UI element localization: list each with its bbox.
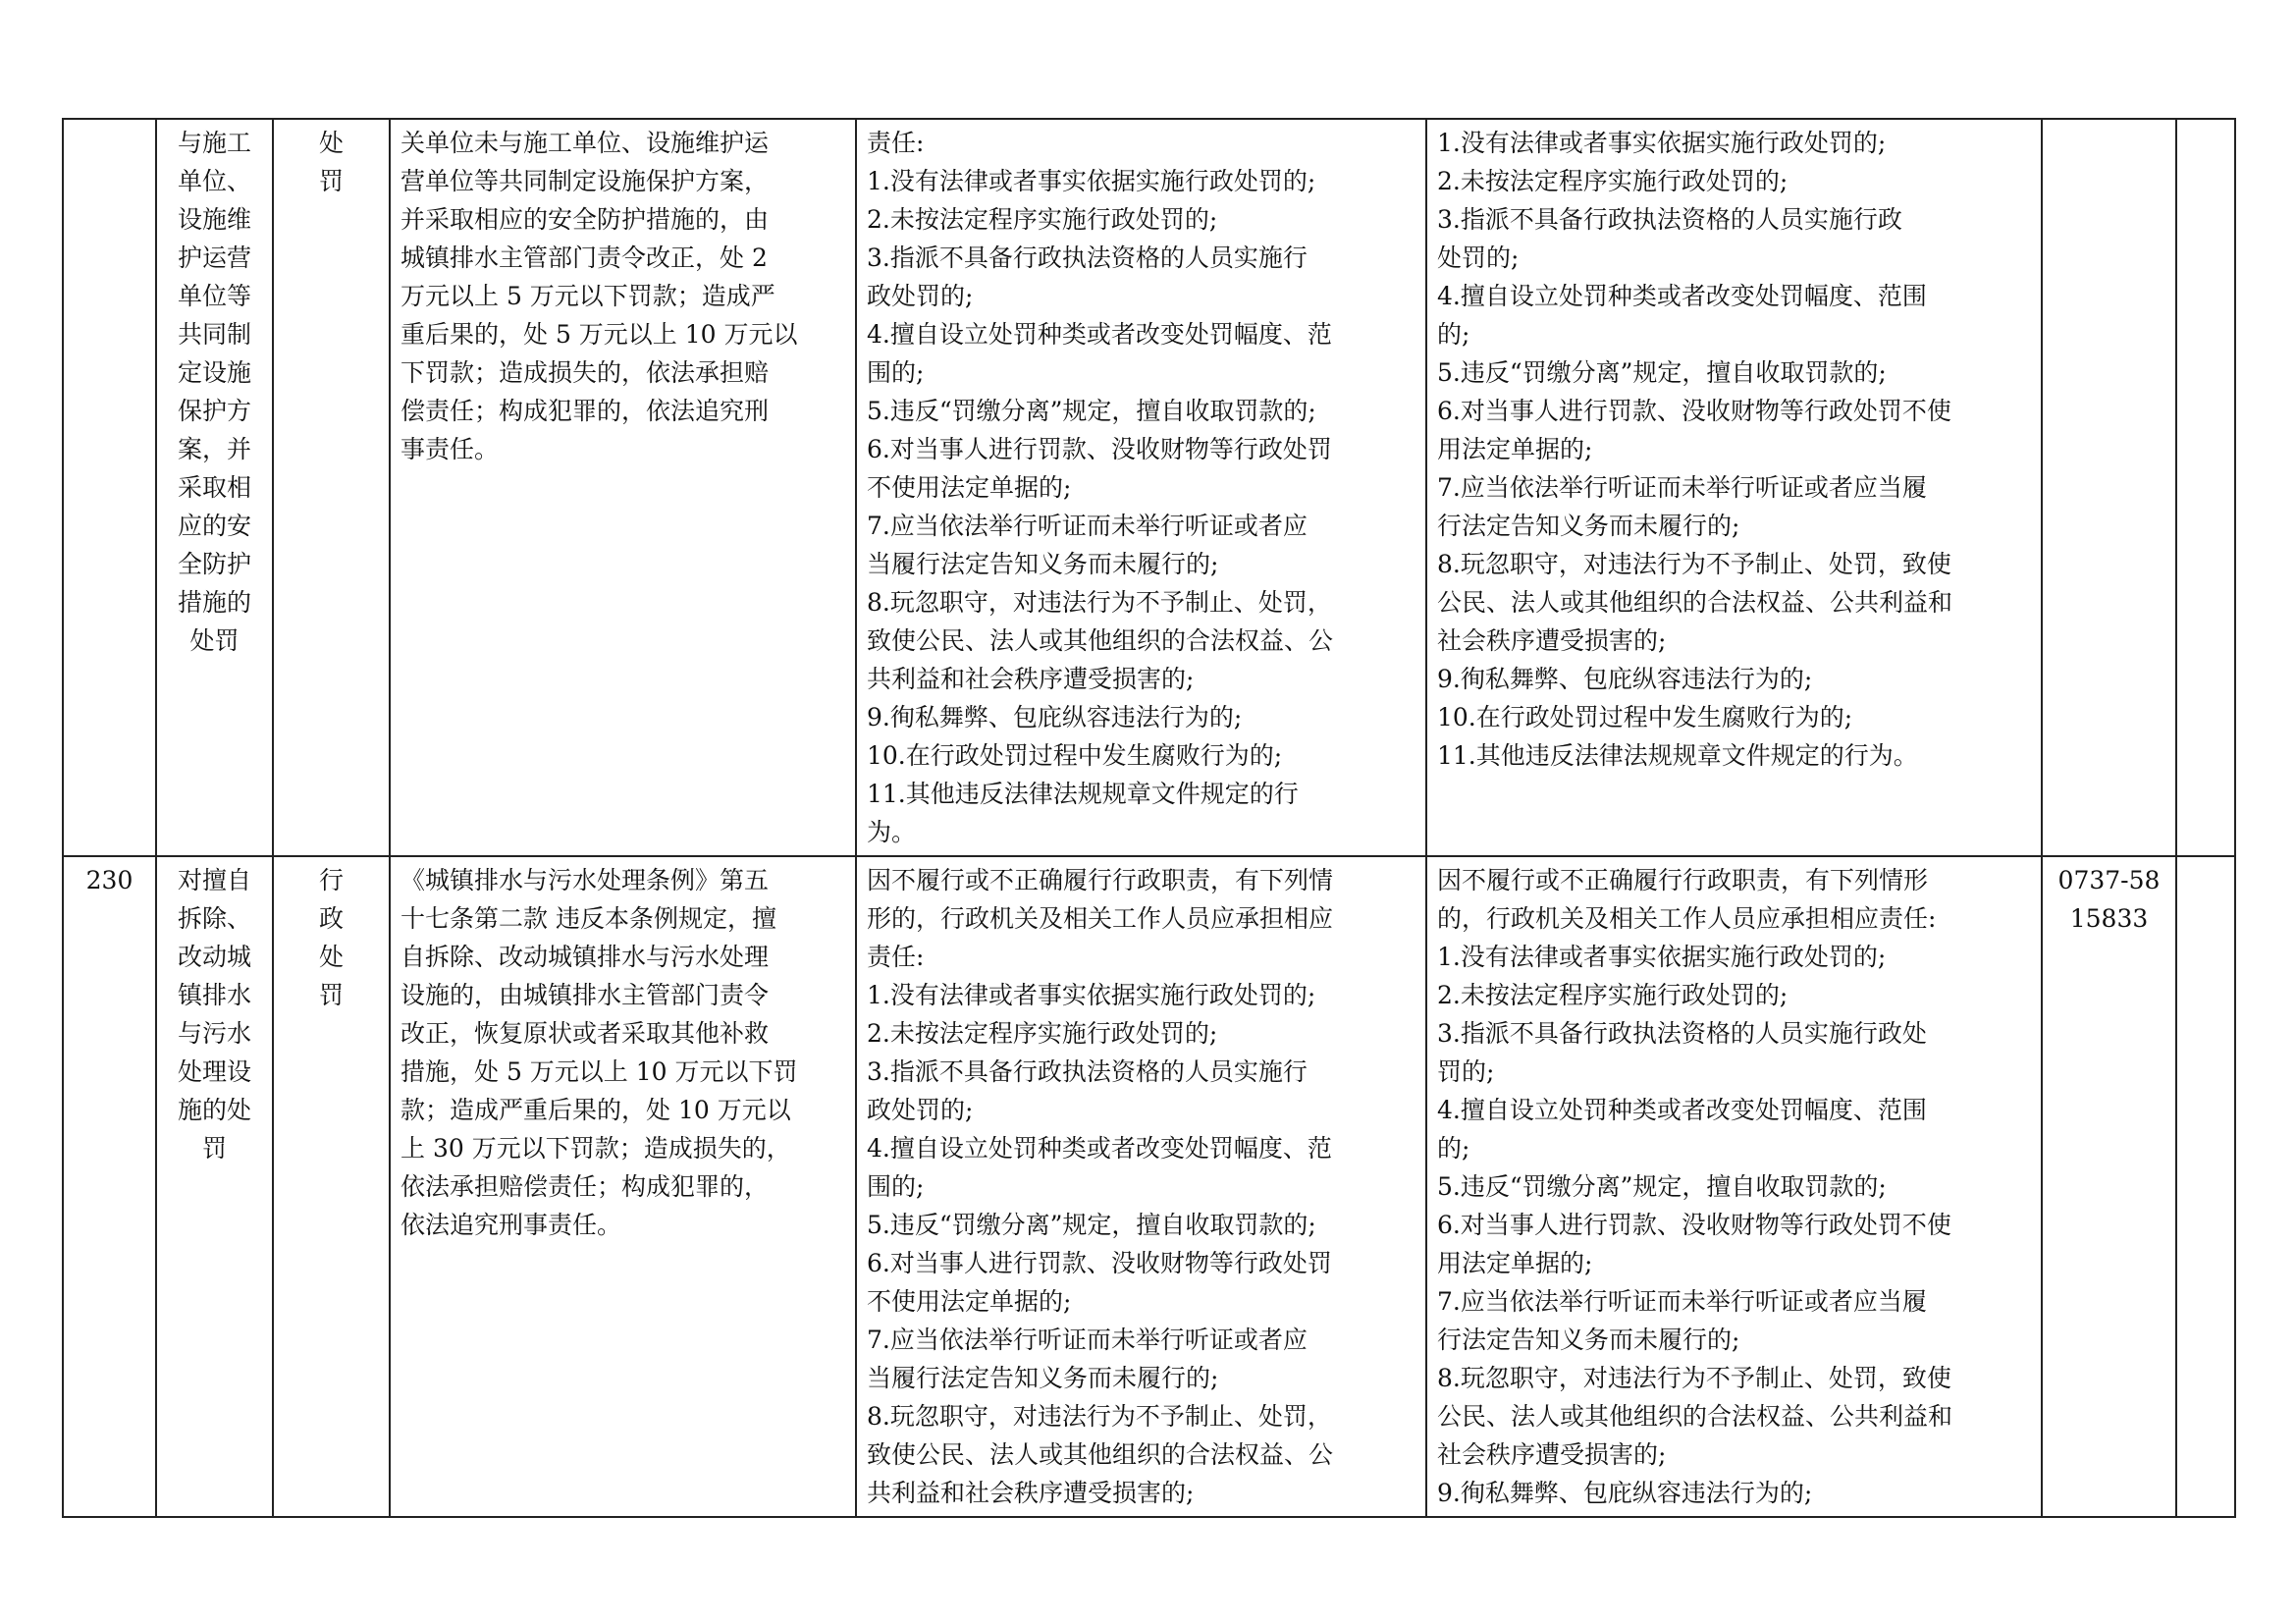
item-name-cell: [156, 856, 273, 1517]
text-line: 4.擅自设立处罚种类或者改变处罚幅度、范围: [1437, 1096, 1927, 1124]
text-line: 《城镇排水与污水处理条例》第五: [400, 866, 770, 894]
text-line: 单位、: [177, 167, 251, 195]
text-line: 改正，恢复原状或者采取其他补救: [400, 1019, 770, 1048]
text-line: 自拆除、改动城镇排水与污水处理: [400, 943, 770, 971]
text-line: 9.徇私舞弊、包庇纵容违法行为的;: [1437, 665, 1813, 693]
responsibility-cell: [1426, 119, 2042, 856]
row-number-cell: [63, 119, 156, 856]
text-line: 因不履行或不正确履行行政职责，有下列情形: [1437, 866, 1929, 894]
text-line: 城镇排水主管部门责令改正，处 2: [400, 244, 768, 272]
legal-basis-cell: [390, 856, 856, 1517]
text-line: 与污水: [177, 1019, 251, 1048]
text-line: 政: [318, 904, 344, 933]
text-line: 1.没有法律或者事实依据实施行政处罚的;: [1437, 129, 1887, 157]
text-line: 款；造成严重后果的，处 10 万元以: [400, 1096, 791, 1124]
text-line: 处: [318, 943, 344, 971]
text-line: 关单位未与施工单位、设施维护运: [400, 129, 770, 157]
text-line: 7.应当依法举行听证而未举行听证或者应: [867, 1326, 1308, 1354]
text-line: 7.应当依法举行听证而未举行听证或者应当履: [1437, 473, 1927, 502]
text-line: 罚: [318, 167, 344, 195]
responsibility-cell: [1426, 856, 2042, 1517]
text-line: 下罚款；造成损失的，依法承担赔: [400, 358, 770, 387]
table-row: [63, 119, 2235, 856]
text-line: 9.徇私舞弊、包庇纵容违法行为的;: [1437, 1479, 1813, 1507]
text-line: 行: [318, 866, 344, 894]
text-line: 6.对当事人进行罚款、没收财物等行政处罚: [867, 435, 1332, 463]
text-line: 不使用法定单据的;: [867, 1287, 1072, 1316]
row-number-cell: [63, 856, 156, 1517]
text-line: 用法定单据的;: [1437, 1249, 1593, 1277]
text-line: 行法定告知义务而未履行的;: [1437, 1326, 1740, 1354]
phone-cell: [2042, 119, 2176, 856]
penalty-type-cell: [273, 856, 390, 1517]
text-line: 致使公民、法人或其他组织的合法权益、公: [867, 626, 1334, 655]
penalty-type-cell: [273, 119, 390, 856]
text-line: 不使用法定单据的;: [867, 473, 1072, 502]
text-line: 1.没有法律或者事实依据实施行政处罚的;: [867, 981, 1316, 1009]
text-line: 6.对当事人进行罚款、没收财物等行政处罚不使: [1437, 397, 1951, 425]
text-line: 行法定告知义务而未履行的;: [1437, 512, 1740, 540]
text-line: 责任:: [867, 943, 925, 971]
text-line: 采取相: [177, 473, 251, 502]
text-line: 5.违反“罚缴分离”规定，擅自收取罚款的;: [1437, 1172, 1887, 1201]
text-line: 4.擅自设立处罚种类或者改变处罚幅度、范: [867, 320, 1332, 349]
text-line: 事责任。: [400, 435, 500, 463]
text-line: 案，并: [177, 435, 251, 463]
text-line: 3.指派不具备行政执法资格的人员实施行: [867, 244, 1308, 272]
text-line: 2.未按法定程序实施行政处罚的;: [867, 205, 1218, 234]
text-line: 措施的: [177, 588, 251, 617]
text-line: 围的;: [867, 1172, 925, 1201]
text-line: 1.没有法律或者事实依据实施行政处罚的;: [1437, 943, 1887, 971]
text-line: 3.指派不具备行政执法资格的人员实施行: [867, 1057, 1308, 1086]
text-line: 保护方: [177, 397, 251, 425]
text-line: 措施，处 5 万元以上 10 万元以下罚: [400, 1057, 798, 1086]
text-line: 并采取相应的安全防护措施的，由: [400, 205, 770, 234]
text-line: 万元以上 5 万元以下罚款；造成严: [400, 282, 775, 310]
text-line: 社会秩序遭受损害的;: [1437, 1440, 1667, 1469]
item-name-cell: [156, 119, 273, 856]
text-line: 3.指派不具备行政执法资格的人员实施行政处: [1437, 1019, 1927, 1048]
text-line: 责任:: [867, 129, 925, 157]
text-line: 处: [318, 129, 344, 157]
text-line: 当履行法定告知义务而未履行的;: [867, 1364, 1219, 1392]
text-line: 1.没有法律或者事实依据实施行政处罚的;: [867, 167, 1316, 195]
text-line: 当履行法定告知义务而未履行的;: [867, 550, 1219, 578]
text-line: 镇排水: [177, 981, 251, 1009]
duty-cell: [856, 856, 1426, 1517]
text-line: 定设施: [177, 358, 251, 387]
text-line: 罚: [201, 1134, 227, 1163]
text-line: 设施维: [177, 205, 251, 234]
text-line: 用法定单据的;: [1437, 435, 1593, 463]
text-line: 依法追究刑事责任。: [400, 1211, 622, 1239]
text-line: 的;: [1437, 320, 1470, 349]
text-line: 公民、法人或其他组织的合法权益、公共利益和: [1437, 1402, 1953, 1431]
text-line: 5.违反“罚缴分离”规定，擅自收取罚款的;: [867, 1211, 1316, 1239]
text-line: 政处罚的;: [867, 282, 974, 310]
penalty-table: [62, 118, 2236, 1518]
text-line: 8.玩忽职守，对违法行为不予制止、处罚，致使: [1437, 1364, 1951, 1392]
remark-cell: [2176, 856, 2235, 1517]
text-line: 3.指派不具备行政执法资格的人员实施行政: [1437, 205, 1902, 234]
text-line: 4.擅自设立处罚种类或者改变处罚幅度、范: [867, 1134, 1332, 1163]
text-line: 形的，行政机关及相关工作人员应承担相应: [867, 904, 1334, 933]
text-line: 拆除、: [177, 904, 251, 933]
text-line: 共利益和社会秩序遭受损害的;: [867, 1479, 1195, 1507]
text-line: 政处罚的;: [867, 1096, 974, 1124]
text-line: 8.玩忽职守，对违法行为不予制止、处罚，致使: [1437, 550, 1951, 578]
text-line: 为。: [867, 818, 917, 846]
text-line: 10.在行政处罚过程中发生腐败行为的;: [1437, 703, 1853, 731]
text-line: 7.应当依法举行听证而未举行听证或者应当履: [1437, 1287, 1927, 1316]
text-line: 围的;: [867, 358, 925, 387]
text-line: 2.未按法定程序实施行政处罚的;: [867, 1019, 1218, 1048]
text-line: 护运营: [177, 244, 251, 272]
text-line: 依法承担赔偿责任；构成犯罪的，: [400, 1172, 770, 1201]
text-line: 处理设: [177, 1057, 251, 1086]
text-line: 共同制: [177, 320, 251, 349]
text-line: 6.对当事人进行罚款、没收财物等行政处罚不使: [1437, 1211, 1951, 1239]
text-line: 11.其他违反法律法规规章文件规定的行为。: [1437, 741, 1918, 770]
text-line: 6.对当事人进行罚款、没收财物等行政处罚: [867, 1249, 1332, 1277]
text-line: 改动城: [177, 943, 251, 971]
text-line: 公民、法人或其他组织的合法权益、公共利益和: [1437, 588, 1953, 617]
text-line: 7.应当依法举行听证而未举行听证或者应: [867, 512, 1308, 540]
row-number: 230: [85, 866, 133, 894]
text-line: 的;: [1437, 1134, 1470, 1163]
duty-cell: [856, 119, 1426, 856]
text-line: 2.未按法定程序实施行政处罚的;: [1437, 981, 1789, 1009]
text-line: 偿责任；构成犯罪的，依法追究刑: [400, 397, 770, 425]
text-line: 9.徇私舞弊、包庇纵容违法行为的;: [867, 703, 1243, 731]
text-line: 处罚的;: [1437, 244, 1520, 272]
remark-cell: [2176, 119, 2235, 856]
text-line: 的，行政机关及相关工作人员应承担相应责任:: [1437, 904, 1937, 933]
text-line: 全防护: [177, 550, 251, 578]
text-line: 对擅自: [177, 866, 251, 894]
text-line: 0737-58: [2057, 866, 2161, 894]
text-line: 5.违反“罚缴分离”规定，擅自收取罚款的;: [1437, 358, 1887, 387]
text-line: 与施工: [177, 129, 251, 157]
text-line: 设施的，由城镇排水主管部门责令: [400, 981, 770, 1009]
text-line: 10.在行政处罚过程中发生腐败行为的;: [867, 741, 1283, 770]
text-line: 2.未按法定程序实施行政处罚的;: [1437, 167, 1789, 195]
text-line: 致使公民、法人或其他组织的合法权益、公: [867, 1440, 1334, 1469]
text-line: 罚: [318, 981, 344, 1009]
text-line: 8.玩忽职守，对违法行为不予制止、处罚，: [867, 1402, 1332, 1431]
text-line: 4.擅自设立处罚种类或者改变处罚幅度、范围: [1437, 282, 1927, 310]
table-row: [63, 856, 2235, 1517]
text-line: 共利益和社会秩序遭受损害的;: [867, 665, 1195, 693]
text-line: 15833: [2069, 904, 2149, 933]
legal-basis-cell: [390, 119, 856, 856]
text-line: 十七条第二款 违反本条例规定，擅: [400, 904, 776, 933]
text-line: 5.违反“罚缴分离”规定，擅自收取罚款的;: [867, 397, 1316, 425]
text-line: 施的处: [177, 1096, 251, 1124]
text-line: 11.其他违反法律法规规章文件规定的行: [867, 780, 1299, 808]
text-line: 单位等: [177, 282, 251, 310]
text-line: 重后果的，处 5 万元以上 10 万元以: [400, 320, 798, 349]
text-line: 处罚: [189, 626, 240, 655]
text-line: 上 30 万元以下罚款；造成损失的，: [400, 1134, 791, 1163]
text-line: 社会秩序遭受损害的;: [1437, 626, 1667, 655]
text-line: 因不履行或不正确履行行政职责，有下列情: [867, 866, 1334, 894]
text-line: 营单位等共同制定设施保护方案，: [400, 167, 770, 195]
text-line: 应的安: [177, 512, 251, 540]
phone-cell: [2042, 856, 2176, 1517]
text-line: 罚的;: [1437, 1057, 1495, 1086]
text-line: 8.玩忽职守，对违法行为不予制止、处罚，: [867, 588, 1332, 617]
